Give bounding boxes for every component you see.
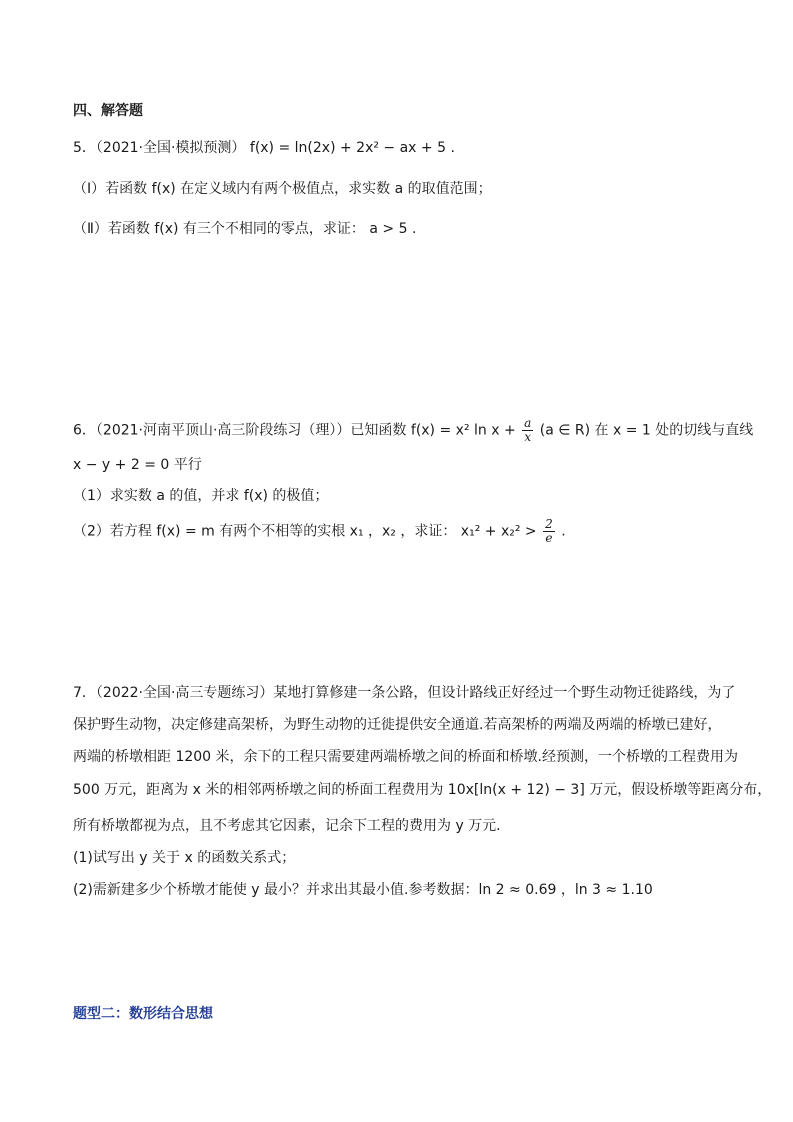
q6-fraction-numerator: a (524, 416, 532, 430)
q5-stem: 5．（2021·全国·模拟预测） f(x) = ln(2x) + 2x² − ax + 5 . (73, 140, 455, 156)
section-heading: 四、解答题 (73, 103, 143, 119)
q7-line1: 7．（2022·全国·高三专题练习）某地打算修建一条公路，但设计路线正好经过一个野生动物迁徙路线，为了 (73, 685, 736, 701)
q6-part2-prefix: （2）若方程 f(x) = m 有两个不相等的实根 x₁ ，x₂ ，求证： x₁² + x₂² > (73, 523, 537, 540)
q5-part2: （Ⅱ）若函数 f(x) 有三个不相同的零点，求证： a > 5 . (73, 221, 417, 237)
q7-line5: 所有桥墩都视为点，且不考虑其它因素，记余下工程的费用为 y 万元. (73, 818, 501, 834)
q6-fraction-denominator: x (524, 430, 532, 444)
q6-fraction (522, 417, 533, 444)
q6-part2-fraction-numerator: 2 (545, 517, 553, 531)
q6-part2 (73, 518, 566, 545)
q7-line2: 保护野生动物，决定修建高架桥，为野生动物的迁徙提供安全通道.若高架桥的两端及两端的桥墩已建好， (73, 717, 722, 733)
q6-part2-suffix: . (561, 523, 566, 540)
q6-part2-fraction-denominator: e (545, 531, 553, 545)
q6-stem-suffix: (a ∈ R) 在 x = 1 处的切线与直线 (539, 422, 754, 439)
q6-part2-fraction (543, 518, 555, 545)
q7-line3: 两端的桥墩相距 1200 米，余下的工程只需要建两端桥墩之间的桥面和桥墩.经预测，一个桥墩的工程费用为 (73, 749, 738, 765)
q6-stem-line1 (73, 417, 753, 444)
q6-stem-line2: x − y + 2 = 0 平行 (73, 457, 202, 473)
q6-stem-prefix: 6．（2021·河南平顶山·高三阶段练习（理））已知函数 f(x) = x² ln x + (73, 422, 516, 439)
q7-line4: 500 万元，距离为 x 米的相邻两桥墩之间的桥面工程费用为 10x[ln(x + 12) − 3] 万元，假设桥墩等距离分布， (73, 782, 772, 798)
q6-part1: （1）求实数 a 的值，并求 f(x) 的极值； (73, 488, 329, 504)
q7-part2: (2)需新建多少个桥墩才能使 y 最小？并求出其最小值.参考数据：ln 2 ≈ 0.69 ，ln 3 ≈ 1.10 (73, 882, 653, 898)
q5-part1: （Ⅰ）若函数 f(x) 在定义域内有两个极值点，求实数 a 的取值范围； (73, 181, 492, 197)
q7-part1: (1)试写出 y 关于 x 的函数关系式； (73, 850, 296, 866)
footer-heading: 题型二：数形结合思想 (73, 1006, 213, 1022)
